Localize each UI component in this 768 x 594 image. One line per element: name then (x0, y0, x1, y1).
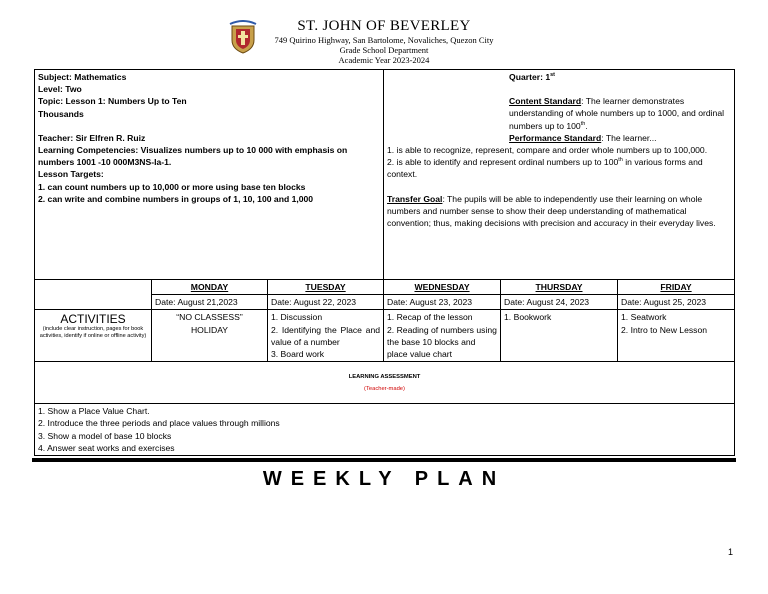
assessment-items-row (35, 404, 735, 456)
assessment-items-cell (35, 404, 735, 456)
list-item: 1. Recap of the lesson (387, 312, 473, 323)
right-info-cell (384, 70, 735, 280)
content-standard: Content Standard: The learner demonstrates understanding of whole numbers up to 1000, and ordinal numbers up to 100th. (509, 96, 725, 131)
level-line: Level: Two (38, 84, 82, 95)
list-item: 1. Seatwork (621, 312, 667, 323)
teacher-line: Teacher: Sir Elfren R. Ruiz (38, 132, 146, 143)
list-item: HOLIDAY (190, 324, 229, 335)
performance-item-2: 2. is able to identify and represent ordinal numbers up to 100th in various forms and context. (387, 157, 703, 180)
left-info-cell (35, 70, 384, 280)
topic-line: Topic: Lesson 1: Numbers Up to Ten Thousands (38, 96, 187, 119)
empty-corner-cell (35, 280, 152, 310)
assessment-header-row (35, 362, 735, 404)
list-item: 2. Introduce the three periods and place values through millions (38, 418, 280, 429)
activities-note: (include clear instruction, pages for book activities, identify if online or offline activity) (39, 326, 147, 340)
academic-year: Academic Year 2023-2024 (338, 55, 430, 65)
competencies-line: Learning Competencies: Visualizes numbers up to 10 000 with emphasis on numbers 1001 -10 000M3NS-Ia-1. (38, 145, 348, 168)
target-1: 1. can count numbers up to 10,000 or more using base ten blocks (38, 181, 306, 192)
assessment-title: LEARNING ASSESSMENT (348, 373, 421, 380)
activities-title: ACTIVITIES (60, 312, 126, 327)
day-tuesday: TUESDAY (268, 280, 384, 295)
date-tuesday: Date: August 22, 2023 (268, 295, 384, 310)
list-item: 3. Show a model of base 10 blocks (38, 430, 172, 441)
date-thursday: Date: August 24, 2023 (501, 295, 618, 310)
weekly-plan-table (34, 69, 735, 456)
activities-friday (618, 310, 735, 362)
list-item: 1. Bookwork (504, 312, 552, 323)
list-item: 4. Answer seat works and exercises (38, 442, 175, 453)
school-name: ST. JOHN OF BEVERLEY (297, 18, 471, 34)
activities-tuesday (268, 310, 384, 362)
date-friday: Date: August 25, 2023 (618, 295, 735, 310)
divider-rule (32, 458, 736, 462)
day-thursday: THURSDAY (501, 280, 618, 295)
school-department: Grade School Department (339, 45, 429, 55)
performance-item-1: 1. is able to recognize, represent, compare and order whole numbers up to 100,000. (387, 145, 708, 156)
day-monday: MONDAY (152, 280, 268, 295)
info-row (35, 70, 735, 280)
list-item: 2. Intro to New Lesson (621, 324, 708, 335)
list-item: “NO CLASSESS” (176, 312, 243, 323)
school-header (0, 18, 768, 65)
date-wednesday: Date: August 23, 2023 (384, 295, 501, 310)
activities-thursday (501, 310, 618, 362)
list-item: 1. Show a Place Value Chart. (38, 406, 150, 417)
list-item: 1. Discussion (271, 312, 323, 323)
list-item: 2. Reading of numbers using the base 10 blocks and place value chart (387, 324, 497, 360)
day-wednesday: WEDNESDAY (384, 280, 501, 295)
quarter-line: Quarter: 1st (509, 72, 555, 82)
page-number: 1 (728, 547, 734, 557)
activities-wednesday (384, 310, 501, 362)
performance-standard: Performance Standard: The learner... (509, 132, 657, 143)
assessment-header-cell (35, 362, 735, 404)
activities-monday (152, 310, 268, 362)
days-header-row (35, 280, 735, 295)
assessment-subtitle: (Teacher-made) (364, 385, 405, 392)
target-2: 2. can write and combine numbers in groups of 1, 10, 100 and 1,000 (38, 193, 314, 204)
list-item: 3. Board work (271, 349, 325, 360)
school-address: 749 Quirino Highway, San Bartolome, Novaliches, Quezon City (274, 35, 494, 45)
activities-row (35, 310, 735, 362)
activities-label-cell (35, 310, 152, 362)
day-friday: FRIDAY (618, 280, 735, 295)
targets-label: Lesson Targets: (38, 169, 104, 180)
transfer-goal: Transfer Goal: The pupils will be able to independently use their learning on whole numbers and number sense to show their deep understanding of mathematical convention; thus, making decisions with precision and accuracy in their everyday lives. (387, 193, 716, 229)
list-item: 2. Identifying the Place and value of a number (271, 324, 381, 347)
page-title: WEEKLY PLAN (262, 468, 506, 490)
subject-line: Subject: Mathematics (38, 72, 127, 82)
date-monday: Date: August 21,2023 (152, 295, 268, 310)
